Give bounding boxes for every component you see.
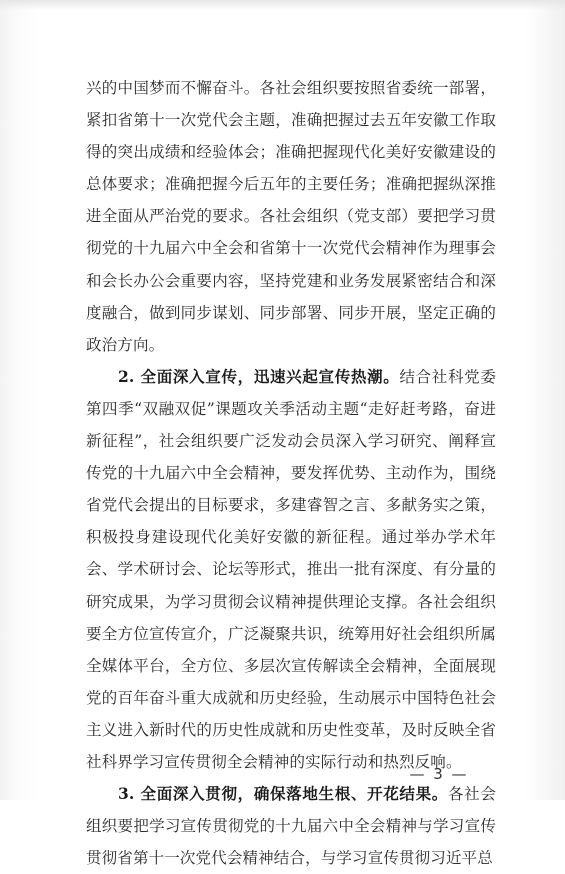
- page-number: — 3 —: [409, 765, 469, 783]
- paragraph-3: [86, 778, 496, 874]
- scan-edge-shadow: [0, 0, 565, 10]
- document-body: [86, 72, 496, 874]
- paragraph-2-body: 结合社科党委第四季“双融双促”课题攻关季活动主题“走好赶考路，奋进新征程”，社会组织要广泛发动会员深入学习研究、阐释宣传党的十九届六中全会精神，要发挥优势、主动作为，围绕省党代会提出的目标要求，多建睿智之言、多献务实之策，积极投身建设现代化美好安徽的新征程。通过举办学术年会、学术研讨会、论坛等形式，推出一批有深度、有分量的研究成果，为学习贯彻会议精神提供理论支撑。各社会组织要全方位宣传宣介，广泛凝聚共识，统筹用好社会组织所属全媒体平台，全方位、多层次宣传解读全会精神，全面展现党的百年奋斗重大成就和历史经验，生动展示中国特色社会主义进入新时代的历史性成就和历史性变革，及时反映全省社科界学习宣传贯彻全会精神的实际行动和热烈反响。: [86, 367, 496, 771]
- paragraph-3-body: 各社会组织要把学习宣传贯彻党的十九届六中全会精神与学习宣传贯彻省第十一次党代会精神结合，与学习宣传贯彻习近平总: [86, 785, 496, 868]
- paragraph-2: [86, 361, 496, 778]
- paragraph-continued: 兴的中国梦而不懈奋斗。各社会组织要按照省委统一部署，紧扣省第十一次党代会主题，准确把握过去五年安徽工作取得的突出成绩和经验体会；准确把握现代化美好安徽建设的总体要求；准确把握今后五年的主要任务；准确把握纵深推进全面从严治党的要求。各社会组织（党支部）要把学习贯彻党的十九届六中全会和省第十一次党代会精神作为理事会和会长办公会重要内容，坚持党建和业务发展紧密结合和深度融合，做到同步谋划、同步部署、同步开展，坚定正确的政治方向。: [86, 79, 496, 354]
- paragraph-2-heading: 2. 全面深入宣传，迅速兴起宣传热潮。: [118, 366, 400, 386]
- paragraph-3-heading: 3. 全面深入贯彻，确保落地生根、开花结果。: [118, 784, 448, 804]
